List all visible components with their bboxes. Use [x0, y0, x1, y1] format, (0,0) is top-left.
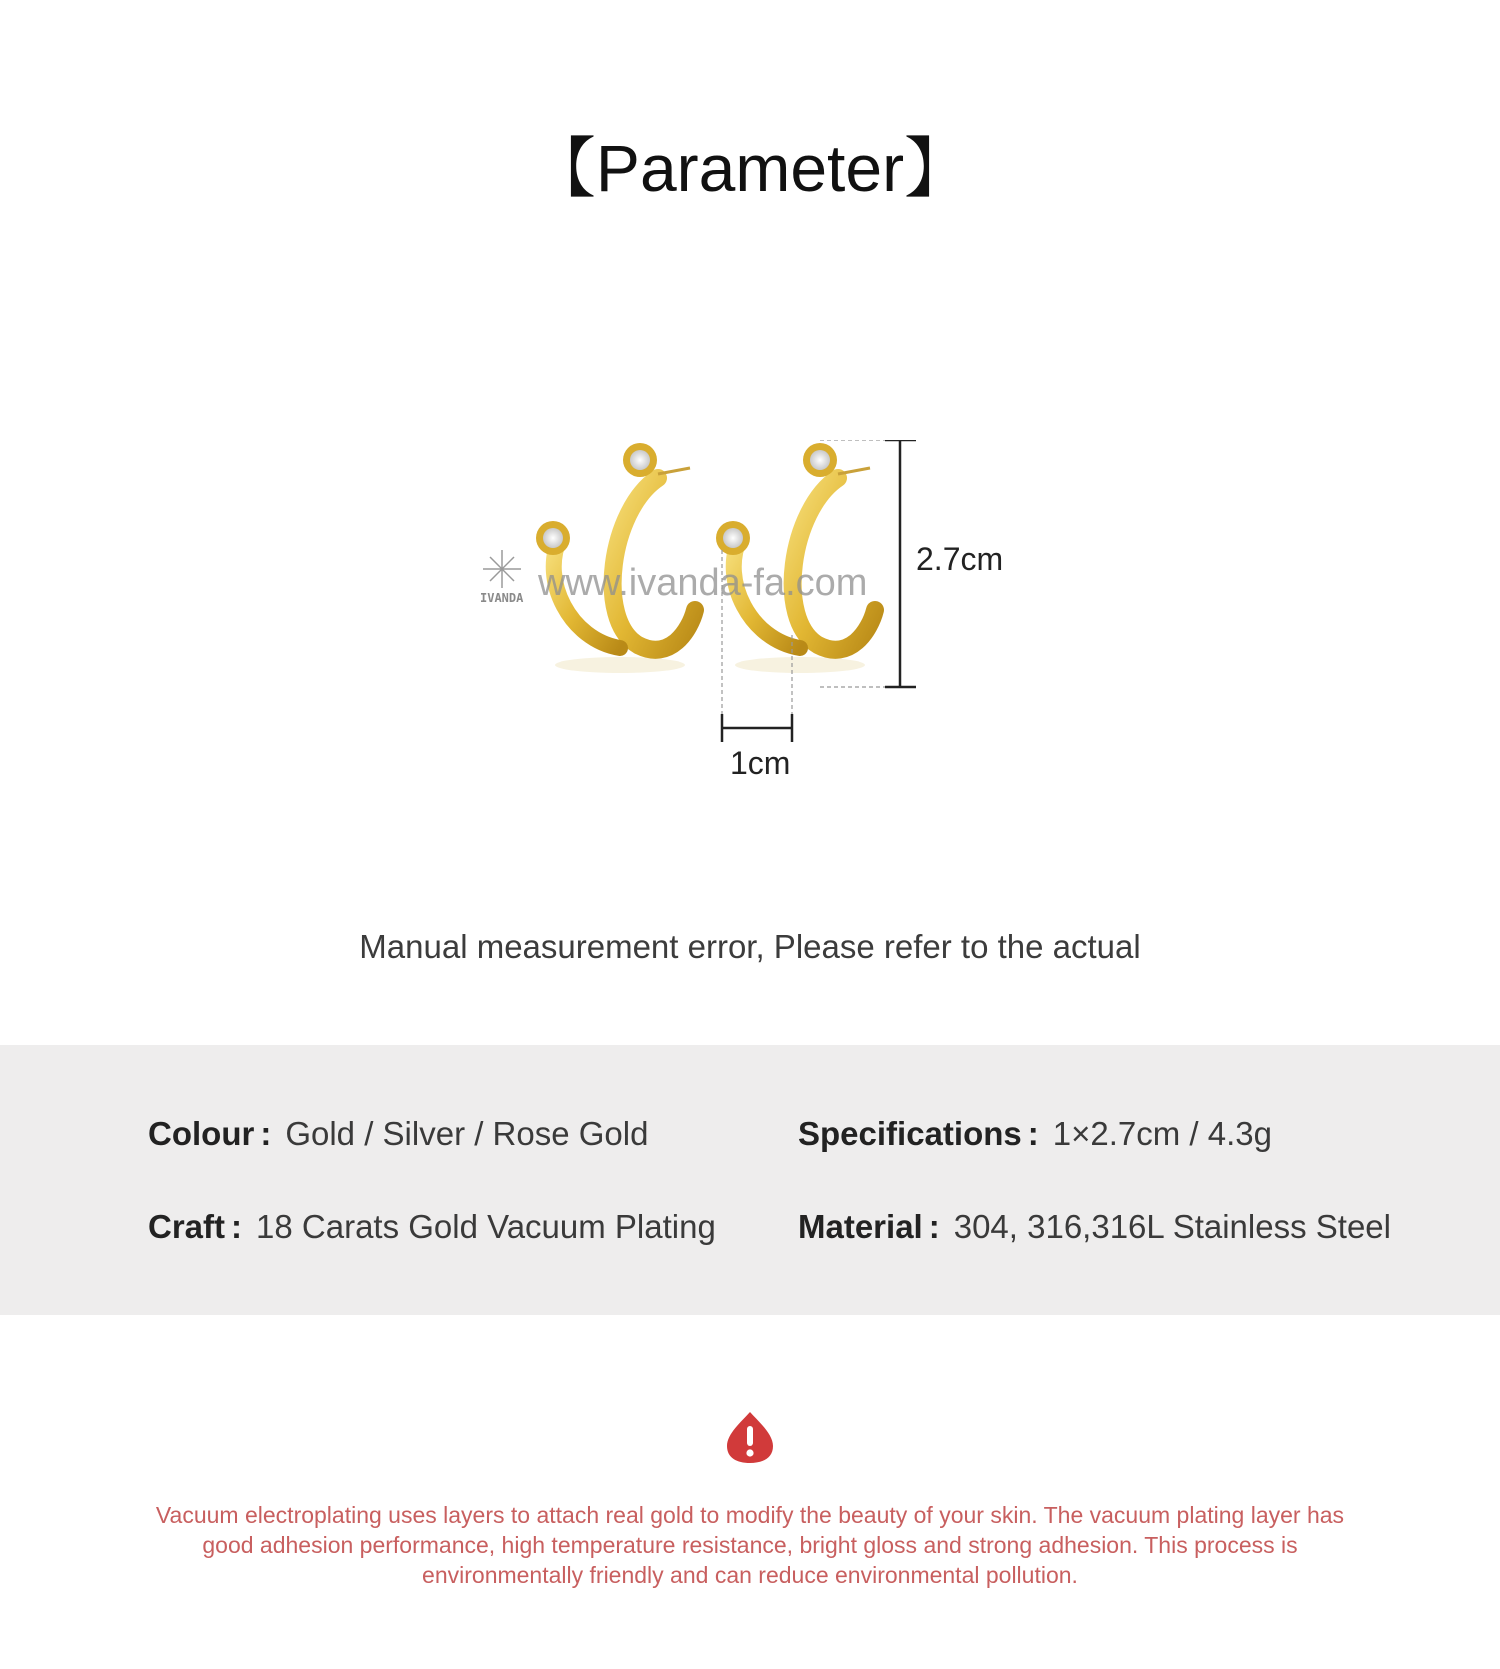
spec-craft	[148, 1208, 716, 1246]
product-measurement-figure	[480, 440, 1080, 800]
exclamation-icon	[725, 1410, 775, 1464]
page-title: 【Parameter】	[529, 131, 971, 205]
spec-material-value: 304, 316,316L Stainless Steel	[953, 1208, 1391, 1245]
spec-specifications-value: 1×2.7cm / 4.3g	[1052, 1115, 1272, 1152]
spec-colour-value: Gold / Silver / Rose Gold	[285, 1115, 649, 1152]
star-icon	[483, 550, 521, 588]
spec-colour-label: Colour	[148, 1115, 255, 1152]
spec-material-separator: :	[928, 1208, 940, 1245]
spec-material	[798, 1208, 1391, 1246]
spec-craft-value: 18 Carats Gold Vacuum Plating	[256, 1208, 716, 1245]
spec-craft-separator: :	[231, 1208, 243, 1245]
spec-craft-label: Craft	[148, 1208, 226, 1245]
spec-material-label: Material	[798, 1208, 923, 1245]
specs-panel	[0, 1045, 1500, 1315]
earrings-illustration	[480, 440, 1080, 800]
spec-specifications	[798, 1115, 1272, 1153]
right-earring	[716, 443, 875, 673]
height-label: 2.7cm	[916, 541, 1004, 577]
watermark-url: www.ivanda-fa.com	[538, 562, 868, 604]
spec-specifications-separator: :	[1027, 1115, 1039, 1152]
left-earring	[536, 443, 695, 673]
spec-colour	[148, 1115, 648, 1153]
spec-colour-separator: :	[260, 1115, 272, 1152]
measurement-note: Manual measurement error, Please refer to the actual	[359, 928, 1141, 965]
plating-disclaimer: Vacuum electroplating uses layers to attach real gold to modify the beauty of your skin. The vacuum plating layer has good adhesion performance, high temperature resistance, bright gloss and strong adhesion. This process is environmentally friendly and can reduce environmental pollution.	[155, 1502, 1345, 1588]
brand-logo	[480, 550, 524, 605]
logo-text: IVANDA	[480, 591, 524, 605]
spec-specifications-label: Specifications	[798, 1115, 1022, 1152]
width-label: 1cm	[730, 745, 791, 781]
